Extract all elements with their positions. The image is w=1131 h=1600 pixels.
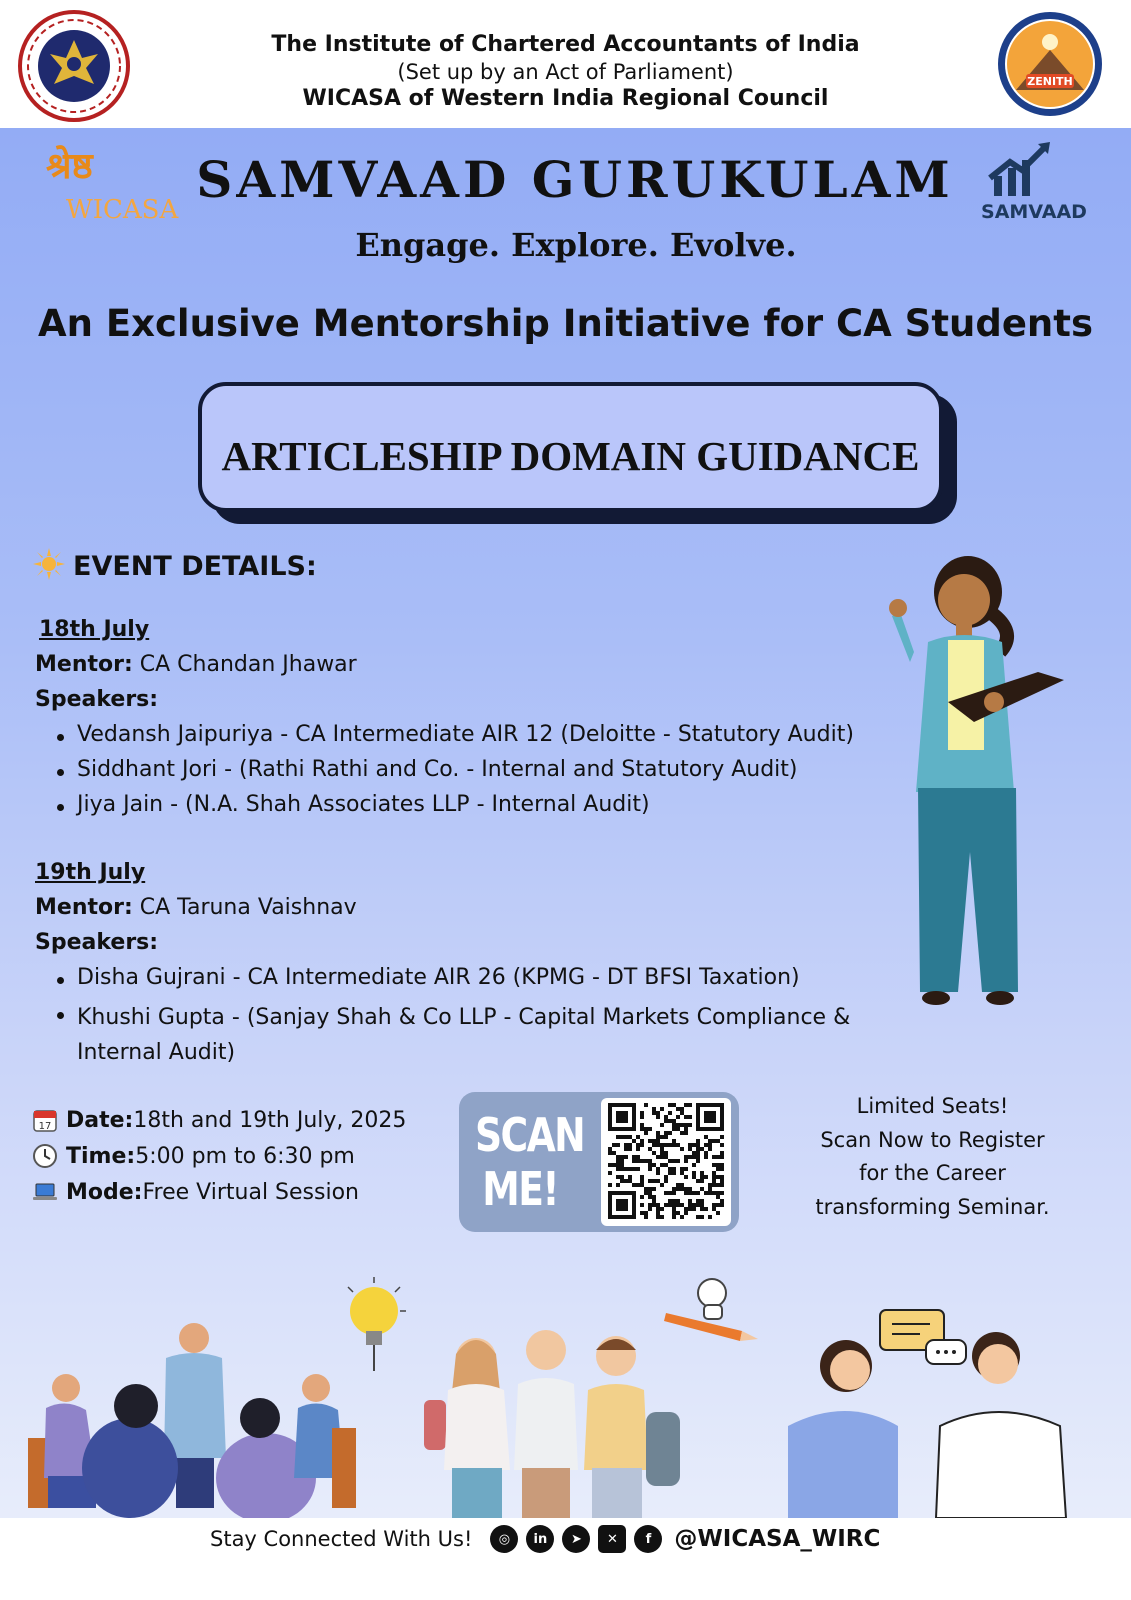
instagram-icon[interactable]: ◎ [490,1525,518,1553]
day2-speakers-label: Speakers: [35,930,159,955]
day2-mentor-line [35,895,885,930]
scan-me-text [475,1108,585,1216]
calendar-icon-text: 17 [38,1121,52,1132]
cta-line: transforming Seminar. [815,1194,1050,1219]
list-item: Siddhant Jori - (Rathi Rathi and Co. - Internal and Statutory Audit) [35,757,854,792]
footer-label: Stay Connected With Us! [210,1527,473,1551]
lightbulb-icon [340,1275,410,1375]
mode-label: Mode: [66,1179,143,1205]
x-icon[interactable]: ✕ [598,1525,626,1553]
facebook-icon[interactable]: f [634,1525,662,1553]
day1-mentor-label: Mentor: [35,652,133,677]
astronaut-pencil-illustration [662,1273,762,1353]
list-item: Vedansh Jaipuriya - CA Intermediate AIR 12 (Deloitte - Statutory Audit) [35,722,854,757]
me-line: ME! [482,1162,558,1216]
event-info [32,1102,406,1210]
cta-line: for the Career [859,1161,1006,1185]
list-item: Khushi Gupta - (Sanjay Shah & Co LLP - Capital Markets Compliance & Internal Audit) [35,1000,885,1070]
day2-mentor-name: CA Taruna Vaishnav [132,895,357,920]
calendar-icon [32,1107,58,1133]
tagline: Engage. Explore. Evolve. [355,226,797,264]
qr-code[interactable] [608,1103,724,1219]
day1-speakers-label: Speakers: [35,687,159,712]
registration-cta [800,1090,1065,1224]
day2-section [35,860,885,1070]
time-label: Time: [66,1143,136,1169]
time-value: 5:00 pm to 6:30 pm [135,1143,355,1169]
date-row [32,1102,406,1138]
mentor-woman-illustration [878,552,1078,1017]
samvaad-logo-text: SAMVAAD [981,201,1087,223]
footer-social-row [210,1522,880,1556]
laptop-icon [32,1179,58,1205]
group-discussion-illustration [26,1278,366,1518]
cta-line: Scan Now to Register [820,1127,1045,1152]
brand-hindi-text: श्रेष्ठ [46,146,93,187]
day1-section [35,617,854,827]
day2-mentor-label: Mentor: [35,895,133,920]
telegram-icon[interactable]: ➤ [562,1525,590,1553]
day1-mentor-line [35,652,854,687]
sun-icon [33,548,65,580]
day1-date: 18th July [39,617,150,642]
social-handle[interactable]: @WICASA_WIRC [674,1526,881,1552]
students-group-illustration [420,1320,690,1520]
main-title: SAMVAAD GURUKULAM [196,150,954,209]
header-institute-name: The Institute of Chartered Accountants of India [271,32,860,57]
mode-row [32,1174,406,1210]
header-council-name: WICASA of Western India Regional Council [302,86,829,111]
program-title: ARTICLESHIP DOMAIN GUIDANCE [221,433,920,479]
subtitle: An Exclusive Mentorship Initiative for CA Students [38,302,1093,345]
linkedin-icon[interactable]: in [526,1525,554,1553]
mode-value: Free Virtual Session [142,1179,359,1205]
zenith-seal-text: ZENITH [1027,75,1073,88]
conversation-illustration [780,1306,1080,1518]
event-details-heading: EVENT DETAILS: [73,551,317,582]
cta-line: Limited Seats! [856,1094,1009,1118]
date-value: 18th and 19th July, 2025 [133,1107,407,1133]
brand-wicasa-text: WICASA [66,195,179,225]
list-item: Disha Gujrani - CA Intermediate AIR 26 (KPMG - DT BFSI Taxation) [35,965,885,1000]
clock-icon [32,1143,58,1169]
header-subline: (Set up by an Act of Parliament) [397,60,734,84]
day1-speakers-list [35,722,854,827]
day2-date: 19th July [35,860,146,885]
list-item: Jiya Jain - (N.A. Shah Associates LLP - Internal Audit) [35,792,854,827]
zenith-seal-logo [996,10,1104,118]
day1-mentor-name: CA Chandan Jhawar [132,652,357,677]
scan-line: SCAN [475,1108,585,1162]
time-row [32,1138,406,1174]
date-label: Date: [66,1107,134,1133]
day2-speakers-list [35,965,885,1070]
